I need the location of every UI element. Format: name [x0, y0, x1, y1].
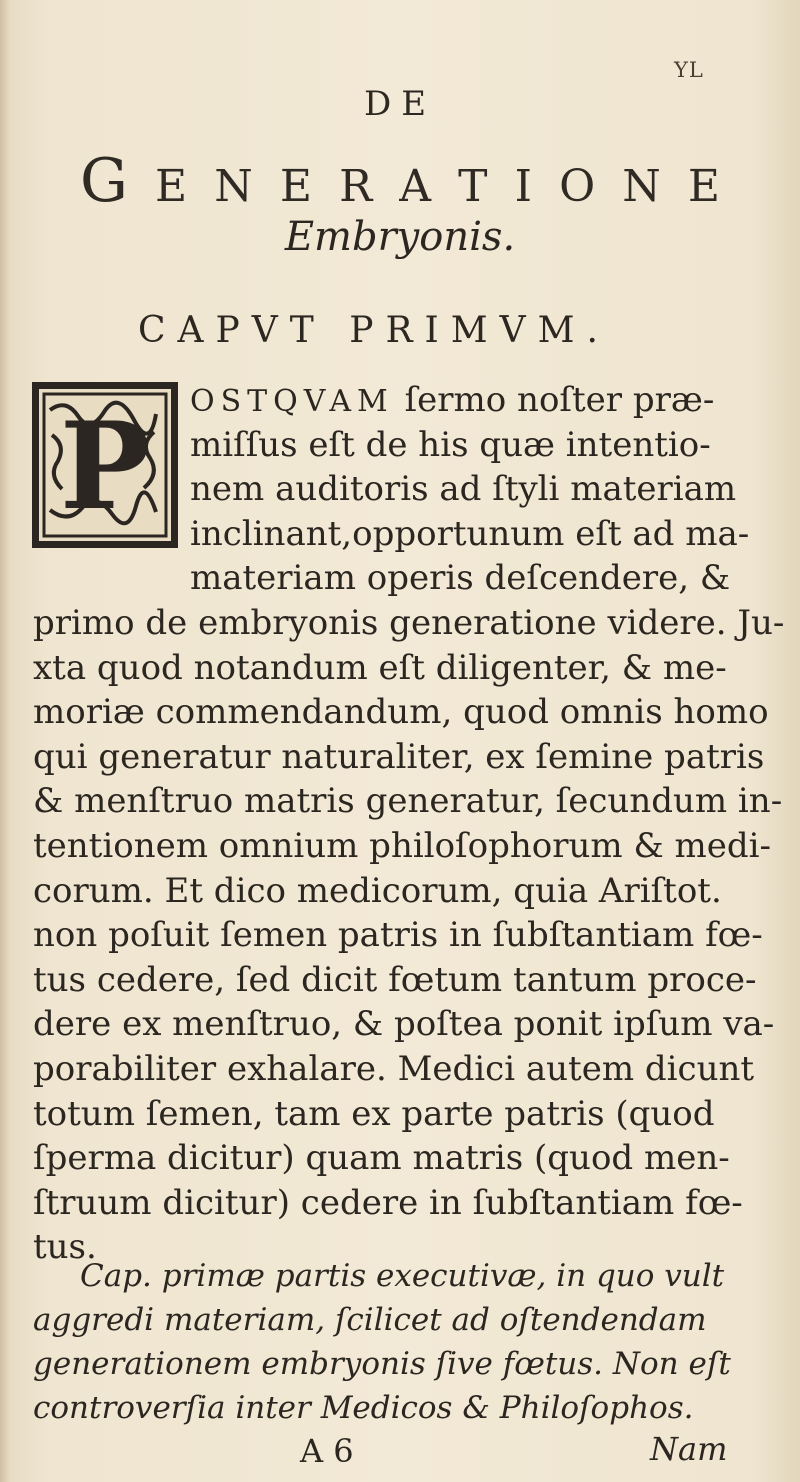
text-line	[33, 737, 764, 777]
title-letter: E	[155, 161, 188, 212]
text-line	[33, 960, 757, 1000]
line-text: inclinant,opportunum eſt ad ma-	[190, 513, 750, 554]
folio-number: YL	[674, 58, 704, 82]
line-text: xta quod notandum eſt diligenter, & me-	[33, 647, 727, 688]
title-letter: R	[339, 161, 373, 212]
text-line	[33, 1183, 743, 1223]
text-line	[33, 915, 763, 955]
title-letter: G	[80, 146, 128, 216]
line-text: dere ex menſtruo, & poſtea ponit ipſum va-	[33, 1004, 775, 1045]
line-text: totum ſemen, tam ex parte patris (quod	[33, 1093, 715, 1134]
line-text: materiam operis deſcendere, &	[190, 558, 731, 599]
text-line	[33, 826, 771, 866]
title-letter: A	[399, 161, 432, 212]
text-line	[33, 1049, 754, 1089]
lead-word: OSTQVAM	[190, 384, 394, 419]
line-text: primo de embryonis generatione videre. Ju-	[33, 603, 785, 643]
text-line	[33, 648, 727, 688]
text-line	[33, 1094, 715, 1134]
line-text: ſermo noſter præ-	[393, 380, 715, 420]
line-text: tus cedere, ſed dicit fœtum tantum proce-	[33, 959, 757, 1000]
text-line	[190, 514, 749, 554]
line-text: & menſtruo matris generatur, ſecundum in-	[33, 781, 783, 822]
line-text: tus.	[33, 1227, 97, 1268]
line-text: miſſus eſt de his quæ intentio-	[190, 424, 711, 465]
chapter-heading: CAPVT PRIMVM.	[138, 310, 610, 351]
text-line	[190, 425, 711, 465]
title-letter: N	[622, 161, 661, 212]
line-text: tentionem omnium philoſophorum & medi-	[33, 826, 772, 866]
text-line	[190, 469, 736, 509]
text-line	[33, 1138, 730, 1178]
title-letter: N	[214, 161, 253, 212]
signature-mark: A 6	[300, 1432, 354, 1470]
marginal-note-line: generationem embryonis ſive fœtus. Non eſt	[33, 1346, 731, 1382]
text-line	[33, 781, 782, 821]
text-line	[33, 871, 722, 911]
title-embryonis: Embryonis.	[284, 214, 516, 260]
title-letter: I	[514, 161, 533, 212]
line-text: moriæ commendandum, quod omnis homo	[33, 692, 769, 733]
line-text: ſperma dicitur) quam matris (quod men-	[33, 1138, 730, 1179]
text-line	[190, 558, 730, 598]
title-letter: O	[559, 161, 596, 212]
title-letter: T	[458, 161, 488, 212]
line-text: qui generatur naturaliter, ex ſemine patris	[33, 736, 765, 777]
dropcap-letter: P	[59, 396, 151, 537]
text-line	[33, 603, 784, 643]
marginal-note-line: controverſia inter Medicos & Philoſophos.	[33, 1390, 694, 1426]
text-line	[33, 692, 769, 732]
marginal-note-line: Cap. primæ partis executivæ, in quo vult	[80, 1258, 725, 1294]
marginal-note-line: aggredi materiam, ſcilicet ad oſtendendam	[33, 1302, 707, 1338]
text-line	[190, 380, 714, 420]
line-text: porabiliter exhalare. Medici autem dicunt	[33, 1049, 755, 1089]
line-text: non poſuit ſemen patris in ſubſtantiam fœ-	[33, 915, 763, 956]
title-letter: E	[687, 161, 720, 212]
line-text: ſtruum dicitur) cedere in ſubſtantiam fœ-	[33, 1182, 743, 1223]
title-de: DE	[363, 84, 437, 124]
line-text: nem auditoris ad ſtyli materiam	[190, 469, 737, 510]
title-letter: E	[279, 161, 312, 212]
catchword: Nam	[650, 1430, 728, 1468]
line-text: corum. Et dico medicorum, quia Ariſtot.	[33, 870, 722, 911]
text-line	[33, 1004, 774, 1044]
